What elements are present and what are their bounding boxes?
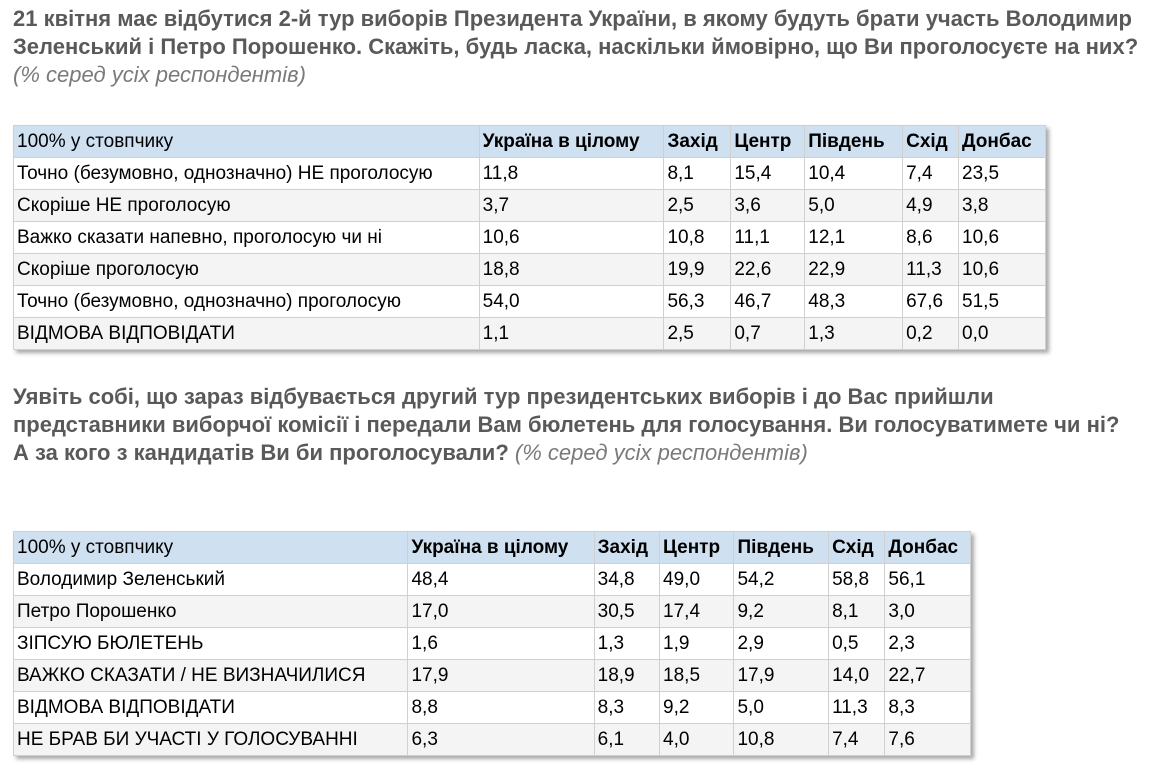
table-cell: 7,4 (903, 158, 959, 190)
table-cell: 2,5 (664, 190, 731, 222)
table-cell: 8,8 (408, 692, 594, 724)
table-cell: 49,0 (660, 564, 734, 596)
table-header-row (14, 532, 971, 564)
row-label: Точно (безумовно, однозначно) НЕ проголосую (14, 158, 480, 190)
column-header: Південь (734, 532, 829, 564)
table-cell: 54,2 (734, 564, 829, 596)
column-header: 100% у стовпчику (14, 532, 408, 564)
question-2-note: (% серед усіх респондентів) (514, 440, 808, 465)
table-row (14, 660, 971, 692)
table-cell: 7,6 (885, 724, 971, 756)
table-row (14, 222, 1046, 254)
question-2 (13, 383, 1123, 467)
table-cell: 3,6 (731, 190, 805, 222)
table-cell: 22,6 (731, 254, 805, 286)
table-cell: 22,7 (885, 660, 971, 692)
table-cell: 14,0 (829, 660, 885, 692)
table-cell: 34,8 (594, 564, 659, 596)
table-cell: 17,9 (408, 660, 594, 692)
row-label: Скоріше проголосую (14, 254, 480, 286)
table-cell: 8,1 (664, 158, 731, 190)
table-cell: 67,6 (903, 286, 959, 318)
row-label: Петро Порошенко (14, 596, 408, 628)
row-label: Володимир Зеленський (14, 564, 408, 596)
column-header: Україна в цілому (408, 532, 594, 564)
table-cell: 10,6 (959, 222, 1046, 254)
table-cell: 5,0 (805, 190, 903, 222)
column-header: Схід (829, 532, 885, 564)
table-cell: 2,5 (664, 318, 731, 350)
table-cell: 8,3 (885, 692, 971, 724)
table-row (14, 318, 1046, 350)
table-cell: 1,3 (805, 318, 903, 350)
row-label: Точно (безумовно, однозначно) проголосую (14, 286, 480, 318)
table-cell: 10,4 (805, 158, 903, 190)
table-cell: 18,5 (660, 660, 734, 692)
table-cell: 6,3 (408, 724, 594, 756)
table-header-row (14, 126, 1046, 158)
table-cell: 3,7 (479, 190, 664, 222)
table-cell: 30,5 (594, 596, 659, 628)
table-cell: 11,1 (731, 222, 805, 254)
table-cell: 46,7 (731, 286, 805, 318)
table-cell: 3,8 (959, 190, 1046, 222)
table-row (14, 724, 971, 756)
row-label: ВІДМОВА ВІДПОВІДАТИ (14, 318, 480, 350)
table-cell: 8,3 (594, 692, 659, 724)
table-row (14, 564, 971, 596)
table-cell: 6,1 (594, 724, 659, 756)
table-cell: 17,4 (660, 596, 734, 628)
column-header: Центр (660, 532, 734, 564)
table-cell: 18,8 (479, 254, 664, 286)
column-header: Південь (805, 126, 903, 158)
table-cell: 5,0 (734, 692, 829, 724)
table-cell: 19,9 (664, 254, 731, 286)
table-row (14, 628, 971, 660)
table-cell: 56,1 (885, 564, 971, 596)
table-cell: 58,8 (829, 564, 885, 596)
table-cell: 23,5 (959, 158, 1046, 190)
table-row (14, 596, 971, 628)
table-cell: 10,8 (734, 724, 829, 756)
table-cell: 9,2 (734, 596, 829, 628)
results-table-2 (13, 531, 971, 756)
table-cell: 10,6 (959, 254, 1046, 286)
table-cell: 11,8 (479, 158, 664, 190)
row-label: ВАЖКО СКАЗАТИ / НЕ ВИЗНАЧИЛИСЯ (14, 660, 408, 692)
row-label: НЕ БРАВ БИ УЧАСТІ У ГОЛОСУВАННІ (14, 724, 408, 756)
column-header: Україна в цілому (479, 126, 664, 158)
table-cell: 0,5 (829, 628, 885, 660)
table-cell: 0,7 (731, 318, 805, 350)
table-cell: 7,4 (829, 724, 885, 756)
row-label: ВІДМОВА ВІДПОВІДАТИ (14, 692, 408, 724)
column-header: Захід (594, 532, 659, 564)
table-cell: 9,2 (660, 692, 734, 724)
table-row (14, 254, 1046, 286)
table-cell: 10,8 (664, 222, 731, 254)
question-1-text: 21 квітня має відбутися 2-й тур виборів Президента України, в якому будуть брати участь Володимир Зеленський і Петро Порошенко. Скажіть, будь ласка, наскільки ймовірно, що Ви проголосуєте на них? (13, 6, 1139, 59)
table-cell: 22,9 (805, 254, 903, 286)
row-label: ЗІПСУЮ БЮЛЕТЕНЬ (14, 628, 408, 660)
table-cell: 17,9 (734, 660, 829, 692)
table-cell: 4,0 (660, 724, 734, 756)
question-1 (13, 5, 1143, 89)
table-cell: 15,4 (731, 158, 805, 190)
table-cell: 56,3 (664, 286, 731, 318)
table-cell: 51,5 (959, 286, 1046, 318)
table-row (14, 692, 971, 724)
table-cell: 1,6 (408, 628, 594, 660)
table-cell: 18,9 (594, 660, 659, 692)
table-cell: 11,3 (903, 254, 959, 286)
column-header: Донбас (959, 126, 1046, 158)
table-cell: 48,4 (408, 564, 594, 596)
table-row (14, 158, 1046, 190)
table-cell: 12,1 (805, 222, 903, 254)
column-header: Центр (731, 126, 805, 158)
table-cell: 10,6 (479, 222, 664, 254)
table-cell: 54,0 (479, 286, 664, 318)
table-cell: 8,1 (829, 596, 885, 628)
table-row (14, 286, 1046, 318)
column-header: Схід (903, 126, 959, 158)
table-cell: 0,0 (959, 318, 1046, 350)
table-cell: 1,9 (660, 628, 734, 660)
table-cell: 1,3 (594, 628, 659, 660)
table-cell: 2,9 (734, 628, 829, 660)
table-cell: 11,3 (829, 692, 885, 724)
table-cell: 48,3 (805, 286, 903, 318)
table-cell: 0,2 (903, 318, 959, 350)
row-label: Скоріше НЕ проголосую (14, 190, 480, 222)
table-cell: 17,0 (408, 596, 594, 628)
question-2-text: Уявіть собі, що зараз відбувається другий тур президентських виборів і до Вас прийшли представники виборчої комісії і передали Вам бюлетень для голосування. Ви голосуватимете чи ні? А за кого з кандидатів Ви би проголосували? (13, 384, 1120, 465)
question-1-note: (% серед усіх респондентів) (13, 62, 306, 87)
table-cell: 4,9 (903, 190, 959, 222)
table-cell: 1,1 (479, 318, 664, 350)
table-cell: 3,0 (885, 596, 971, 628)
table-row (14, 190, 1046, 222)
results-table-1 (13, 125, 1046, 350)
column-header: 100% у стовпчику (14, 126, 480, 158)
row-label: Важко сказати напевно, проголосую чи ні (14, 222, 480, 254)
table-cell: 8,6 (903, 222, 959, 254)
column-header: Захід (664, 126, 731, 158)
table-cell: 2,3 (885, 628, 971, 660)
column-header: Донбас (885, 532, 971, 564)
